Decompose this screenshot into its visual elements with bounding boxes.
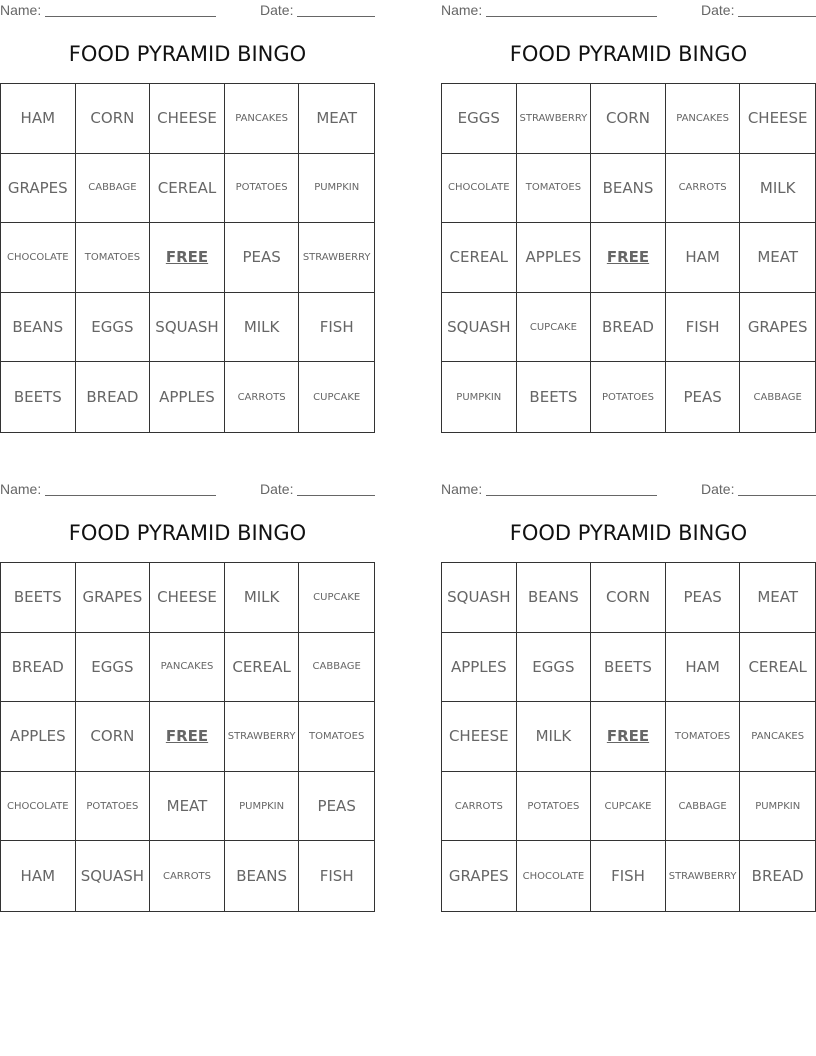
bingo-cell: EGGS: [442, 84, 517, 154]
bingo-cell: GRAPES: [76, 563, 151, 633]
bingo-cell: HAM: [666, 223, 741, 293]
name-label: Name:: [0, 2, 42, 18]
bingo-cell: BEANS: [1, 293, 76, 363]
bingo-cell: BREAD: [591, 293, 666, 363]
bingo-card: [0, 0, 375, 407]
bingo-cell: CARROTS: [666, 154, 741, 224]
bingo-cell: FISH: [299, 293, 374, 363]
bingo-grid: [441, 83, 816, 433]
bingo-cell: MEAT: [740, 563, 815, 633]
bingo-cell: CARROTS: [150, 841, 225, 911]
bingo-cell: BEANS: [517, 563, 592, 633]
bingo-cell: HAM: [1, 841, 76, 911]
card-header: [0, 0, 375, 22]
bingo-cell: CHOCOLATE: [1, 223, 76, 293]
bingo-card: [441, 0, 816, 407]
bingo-cell: CABBAGE: [753, 391, 802, 403]
bingo-cell: CEREAL: [740, 633, 815, 703]
bingo-cell: PUMPKIN: [740, 772, 815, 842]
card-title: FOOD PYRAMID BINGO: [509, 521, 748, 545]
bingo-cell: BEETS: [1, 362, 76, 432]
date-blank-line: [738, 483, 816, 496]
name-label: Name:: [441, 481, 483, 497]
bingo-cell: BREAD: [751, 867, 804, 886]
bingo-cell: BEETS: [591, 633, 666, 703]
date-blank-line: [297, 4, 375, 17]
bingo-cell: PANCAKES: [740, 702, 815, 772]
bingo-grid: [0, 83, 375, 433]
bingo-cell: PANCAKES: [150, 633, 225, 703]
name-blank-line: [45, 483, 216, 496]
bingo-cell: SQUASH: [442, 293, 517, 363]
bingo-cell: CABBAGE: [76, 154, 151, 224]
bingo-cell: PEAS: [666, 362, 741, 432]
bingo-cell: PUMPKIN: [225, 772, 300, 842]
card-title: FOOD PYRAMID BINGO: [68, 42, 307, 66]
bingo-grid: [0, 562, 375, 912]
bingo-cell: GRAPES: [442, 841, 517, 911]
bingo-cell: BEETS: [517, 362, 592, 432]
bingo-cell: CHOCOLATE: [517, 841, 592, 911]
bingo-cell: CUPCAKE: [299, 563, 374, 633]
bingo-cell: PUMPKIN: [299, 154, 374, 224]
date-field: [260, 2, 375, 18]
bingo-cell: POTATOES: [76, 772, 151, 842]
bingo-card: [441, 479, 816, 886]
bingo-cell: STRAWBERRY: [299, 223, 374, 293]
card-header: [441, 479, 816, 501]
date-blank-line: [738, 4, 816, 17]
bingo-cell: CABBAGE: [666, 772, 741, 842]
bingo-cell: SQUASH: [76, 841, 151, 911]
bingo-cell: CARROTS: [442, 772, 517, 842]
bingo-cell: CORN: [591, 563, 666, 633]
card-title: FOOD PYRAMID BINGO: [509, 42, 748, 66]
bingo-cell: FISH: [666, 293, 741, 363]
bingo-cell: CORN: [76, 702, 151, 772]
bingo-cell: CUPCAKE: [591, 772, 666, 842]
bingo-cell: TOMATOES: [666, 702, 741, 772]
date-field: [260, 481, 375, 497]
bingo-cell: CEREAL: [442, 223, 517, 293]
name-label: Name:: [441, 2, 483, 18]
bingo-cell: TOMATOES: [76, 223, 151, 293]
bingo-cell: PANCAKES: [666, 84, 741, 154]
bingo-cell: CARROTS: [225, 362, 300, 432]
date-label: Date:: [701, 481, 735, 497]
bingo-cell: BEANS: [225, 841, 300, 911]
card-title: FOOD PYRAMID BINGO: [68, 521, 307, 545]
bingo-cell: PEAS: [225, 223, 300, 293]
bingo-cell: GRAPES: [1, 154, 76, 224]
bingo-cell: CORN: [76, 84, 151, 154]
bingo-cell: BREAD: [1, 633, 76, 703]
bingo-cell: APPLES: [442, 633, 517, 703]
bingo-cell: CHEESE: [150, 84, 225, 154]
bingo-cell: CHEESE: [150, 563, 225, 633]
bingo-cell: PEAS: [299, 772, 374, 842]
card-header: [441, 0, 816, 22]
name-field: [0, 481, 216, 497]
card-header: [0, 479, 375, 501]
bingo-cell: CUPCAKE: [517, 293, 592, 363]
name-field: [441, 481, 657, 497]
bingo-cell: BEANS: [591, 154, 666, 224]
bingo-cell: POTATOES: [225, 154, 300, 224]
bingo-cell: CUPCAKE: [313, 391, 361, 403]
bingo-cell: MEAT: [740, 223, 815, 293]
free-space-cell: FREE: [591, 702, 666, 772]
bingo-cell: MILK: [225, 563, 300, 633]
bingo-cell: PANCAKES: [225, 84, 300, 154]
bingo-cell: CHOCOLATE: [1, 772, 76, 842]
bingo-cell: CHEESE: [740, 84, 815, 154]
bingo-cell: EGGS: [76, 293, 151, 363]
name-blank-line: [45, 4, 216, 17]
bingo-cell: BEETS: [1, 563, 76, 633]
name-label: Name:: [0, 481, 42, 497]
bingo-cell: CEREAL: [225, 633, 300, 703]
date-label: Date:: [260, 481, 294, 497]
date-blank-line: [297, 483, 375, 496]
bingo-cell: CEREAL: [150, 154, 225, 224]
bingo-cell: STRAWBERRY: [666, 841, 741, 911]
name-field: [0, 2, 216, 18]
name-blank-line: [486, 4, 657, 17]
bingo-cell: PUMPKIN: [442, 362, 517, 432]
free-space-cell: FREE: [150, 702, 225, 772]
free-space-cell: FREE: [591, 223, 666, 293]
free-space-cell: FREE: [150, 223, 225, 293]
bingo-cell: CORN: [591, 84, 666, 154]
bingo-cell: MILK: [517, 702, 592, 772]
bingo-cell: CABBAGE: [299, 633, 374, 703]
bingo-grid: [441, 562, 816, 912]
date-label: Date:: [260, 2, 294, 18]
bingo-cell: MILK: [740, 154, 815, 224]
bingo-cell: POTATOES: [517, 772, 592, 842]
bingo-cell: BREAD: [76, 362, 151, 432]
bingo-cell: EGGS: [76, 633, 151, 703]
bingo-cell: FISH: [591, 841, 666, 911]
bingo-cell: POTATOES: [591, 362, 666, 432]
bingo-cell: APPLES: [517, 223, 592, 293]
bingo-cell: MILK: [225, 293, 300, 363]
bingo-cell: APPLES: [150, 362, 225, 432]
bingo-card: [0, 479, 375, 886]
bingo-cell: EGGS: [517, 633, 592, 703]
bingo-cell: SQUASH: [150, 293, 225, 363]
bingo-cell: APPLES: [1, 702, 76, 772]
bingo-cell: SQUASH: [442, 563, 517, 633]
name-blank-line: [486, 483, 657, 496]
name-field: [441, 2, 657, 18]
date-label: Date:: [701, 2, 735, 18]
bingo-cell: HAM: [1, 84, 76, 154]
bingo-cell: GRAPES: [740, 293, 815, 363]
bingo-cell: CHEESE: [442, 702, 517, 772]
bingo-cell: CHOCOLATE: [442, 154, 517, 224]
bingo-cell: MEAT: [299, 84, 374, 154]
bingo-cell: FISH: [319, 867, 354, 886]
bingo-cell: MEAT: [150, 772, 225, 842]
bingo-cell: STRAWBERRY: [225, 702, 300, 772]
date-field: [701, 481, 816, 497]
bingo-cell: TOMATOES: [299, 702, 374, 772]
bingo-cell: STRAWBERRY: [517, 84, 592, 154]
bingo-cell: PEAS: [666, 563, 741, 633]
date-field: [701, 2, 816, 18]
bingo-cell: HAM: [666, 633, 741, 703]
bingo-cell: TOMATOES: [517, 154, 592, 224]
